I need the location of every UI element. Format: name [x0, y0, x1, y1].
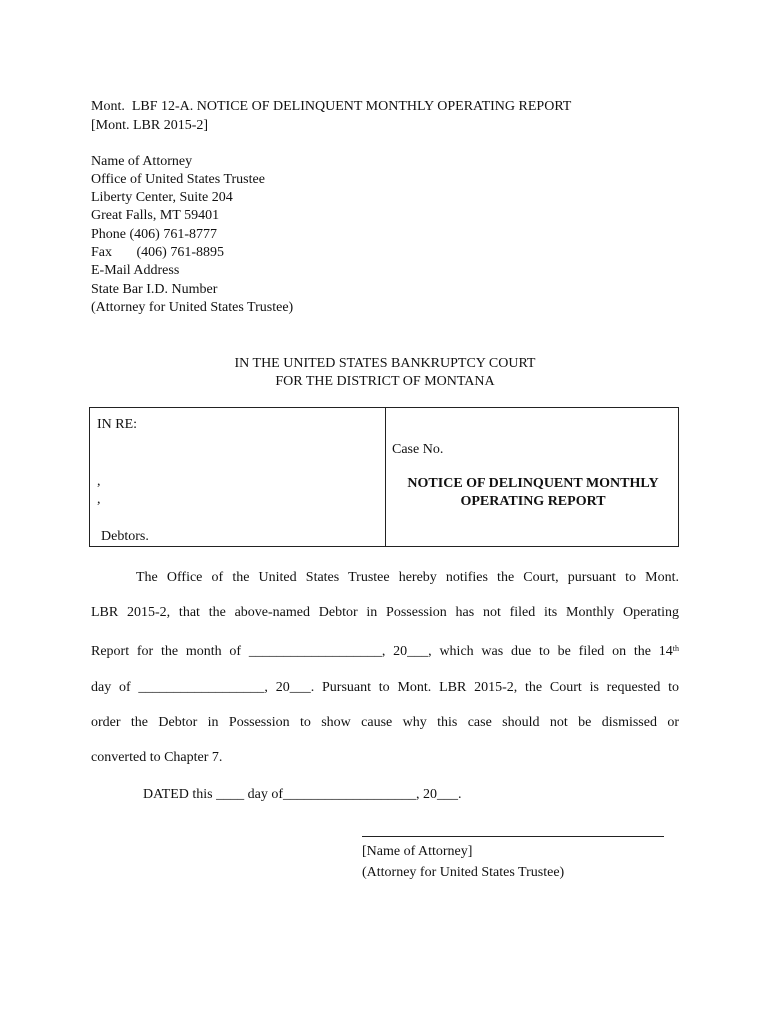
attorney-role: (Attorney for United States Trustee) [91, 300, 294, 315]
body-line-3-text: Report for the month of ___________________, 20___, which was due to be filed on the 14 [91, 644, 673, 659]
body-line-3 [91, 643, 679, 661]
signature-name: [Name of Attorney] [362, 844, 473, 859]
in-re-label: IN RE: [97, 417, 138, 432]
attorney-office: Office of United States Trustee [91, 172, 265, 187]
case-number-label: Case No. [392, 442, 444, 457]
dated-line: DATED this ____ day of___________________, 20___. [143, 787, 462, 802]
court-name: IN THE UNITED STATES BANKRUPTCY COURT [234, 356, 536, 371]
attorney-email: E-Mail Address [91, 263, 180, 278]
attorney-address-2: Great Falls, MT 59401 [91, 208, 220, 223]
court-district: FOR THE DISTRICT OF MONTANA [275, 374, 495, 389]
signature-line [362, 836, 664, 837]
caption-parties [90, 408, 386, 546]
signature-title: (Attorney for United States Trustee) [362, 865, 565, 880]
attorney-phone: Phone (406) 761-8777 [91, 227, 217, 242]
body-line-2: LBR 2015-2, that the above-named Debtor in Possession has not filed its Monthly Operating [91, 605, 679, 620]
attorney-name: Name of Attorney [91, 154, 193, 169]
debtor-comma-1: , [97, 474, 101, 489]
notice-title-line1: NOTICE OF DELINQUENT MONTHLY [407, 476, 659, 491]
debtor-comma-2: , [97, 492, 101, 507]
case-caption [89, 407, 679, 547]
notice-title-line2: OPERATING REPORT [460, 494, 606, 509]
attorney-fax: Fax (406) 761-8895 [91, 245, 224, 260]
form-rule: [Mont. LBR 2015-2] [91, 118, 209, 133]
body-line-6: converted to Chapter 7. [91, 750, 223, 765]
ordinal-suffix: th [672, 644, 679, 653]
attorney-address-1: Liberty Center, Suite 204 [91, 190, 233, 205]
body-line-4: day of __________________, 20___. Pursuant to Mont. LBR 2015-2, the Court is requested to [91, 680, 679, 695]
caption-case-info [386, 408, 678, 546]
debtors-label: Debtors. [101, 529, 149, 544]
body-line-5: order the Debtor in Possession to show cause why this case should not be dismissed or [91, 715, 679, 730]
attorney-bar-id: State Bar I.D. Number [91, 282, 218, 297]
body-line-1: The Office of the United States Trustee hereby notifies the Court, pursuant to Mont. [136, 570, 679, 585]
form-title: Mont. LBF 12-A. NOTICE OF DELINQUENT MONTHLY OPERATING REPORT [91, 99, 572, 114]
